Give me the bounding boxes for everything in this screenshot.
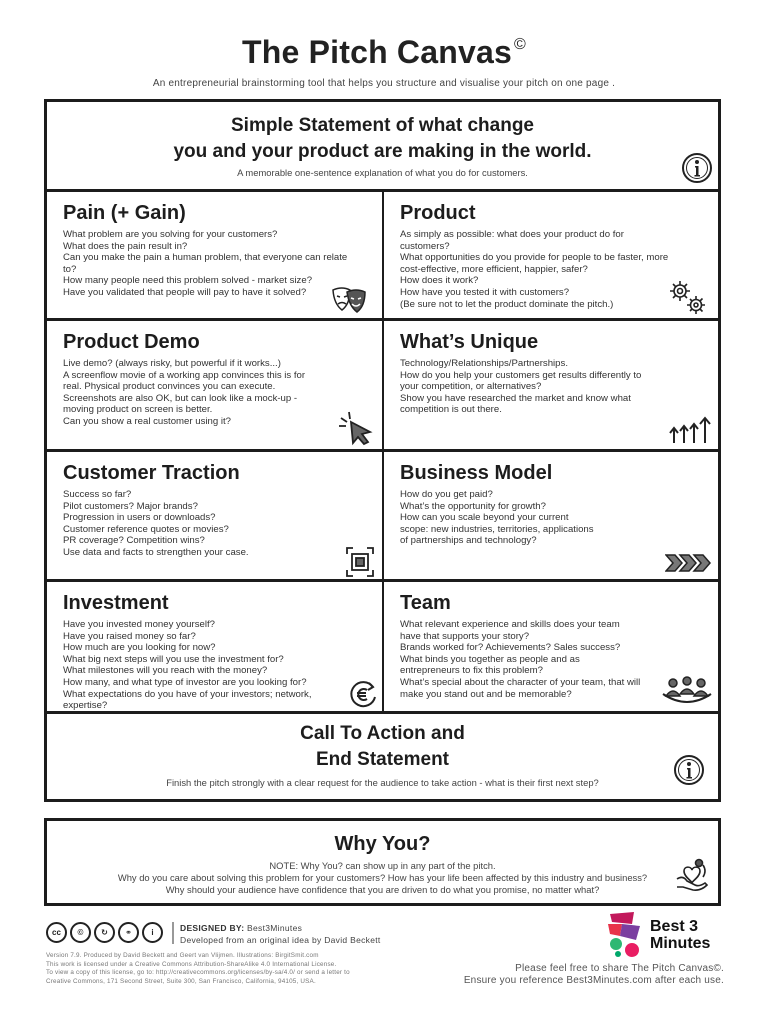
investment-line: Have you invested money yourself? bbox=[63, 619, 215, 630]
statement-title bbox=[47, 113, 718, 165]
why-you-section bbox=[44, 818, 721, 906]
cta-title-line2: End Statement bbox=[315, 749, 450, 770]
business-line: How can you scale beyond your current bbox=[400, 512, 569, 524]
euro-cycle-icon bbox=[347, 679, 379, 709]
share-alike-icon: ↻ bbox=[94, 922, 115, 943]
cta-note: Finish the pitch strongly with a clear request for the audience to take action - what is their first next step? bbox=[166, 777, 599, 788]
traction-line: Pilot customers? Major brands? bbox=[63, 500, 198, 512]
license-line: Creative Commons, 171 Second Street, Suite 300, San Francisco, California, 94105, USA. bbox=[46, 977, 316, 985]
pain-line: What does the pain result in? bbox=[63, 240, 188, 252]
pain-line: What problem are you solving for your customers? bbox=[63, 229, 278, 240]
statement-note: A memorable one-sentence explanation of what you do for customers. bbox=[237, 167, 528, 178]
pain-body bbox=[63, 229, 358, 299]
row-traction-business bbox=[47, 452, 718, 582]
page-title bbox=[0, 34, 768, 71]
investment-title: Investment bbox=[63, 592, 169, 614]
team-line: What’s special about the character of your team, that will make you stand out and be memorable? bbox=[400, 676, 641, 700]
traction-line: Progression in users or downloads? bbox=[63, 512, 216, 524]
investment-line: How much are you looking for now? bbox=[63, 642, 216, 654]
team-line: What relevant experience and skills does your team have that supports your story? bbox=[400, 619, 620, 642]
remix-icon: ⚭ bbox=[118, 922, 139, 943]
team-line: Brands worked for? Achievements? Sales success? bbox=[400, 642, 621, 654]
brand-line2: Minutes bbox=[650, 935, 711, 952]
statement-section bbox=[47, 102, 718, 192]
heart-hand-icon bbox=[675, 857, 709, 893]
pain-line: Have you validated that people will pay to have it solved? bbox=[63, 286, 307, 298]
pain-section bbox=[47, 192, 384, 318]
copyright-mark: © bbox=[513, 36, 526, 53]
traction-line: PR coverage? Competition wins? bbox=[63, 535, 205, 547]
investment-line: What milestones will you reach with the money? bbox=[63, 665, 268, 677]
brand-name bbox=[650, 918, 710, 952]
cta-title-line1: Call To Action and bbox=[300, 723, 465, 744]
business-section bbox=[384, 452, 718, 579]
demo-line: A screenflow movie of a working app convinces this is for real. Physical product convinces you can execute. bbox=[63, 369, 306, 393]
pain-line: How many people need this problem solved - market size? bbox=[63, 275, 313, 287]
best3minutes-logo-icon bbox=[606, 910, 644, 958]
traction-line: Success so far? bbox=[63, 489, 132, 500]
gears-icon bbox=[667, 278, 707, 316]
attribution-icon: i bbox=[142, 922, 163, 943]
investment-section bbox=[47, 582, 384, 711]
product-line: How does it work? bbox=[400, 275, 479, 287]
traction-line: Use data and facts to strengthen your case. bbox=[63, 546, 249, 558]
developed-from: Developed from an original idea by David Beckett bbox=[180, 935, 381, 945]
share-line1: Please feel free to share The Pitch Canvas©. bbox=[515, 963, 724, 974]
team-title: Team bbox=[400, 592, 451, 614]
business-line: scope: new industries, territories, applications bbox=[400, 523, 594, 535]
investment-line: How many, and what type of investor are you looking for? bbox=[63, 676, 307, 688]
demo-line: Can you show a real customer using it? bbox=[63, 415, 231, 427]
theatre-masks-icon bbox=[330, 284, 368, 316]
pain-line: Can you make the pain a human problem, that everyone can relate to? bbox=[63, 252, 348, 275]
team-line: What binds you together as people and as entrepreneurs to fix this problem? bbox=[400, 653, 580, 677]
product-line: As simply as possible: what does your product do for customers? bbox=[400, 229, 624, 252]
product-line: How have you tested it with customers? bbox=[400, 286, 570, 298]
share-line2: Ensure you reference Best3Minutes.com after each use. bbox=[463, 975, 724, 986]
investment-line: What expectations do you have of your investors; network, expertise? bbox=[63, 688, 312, 712]
demo-line: Screenshots are also OK, but can look like a mock-up - moving product on screen is better. bbox=[63, 392, 298, 416]
cc-icon: cc bbox=[46, 922, 67, 943]
demo-title: Product Demo bbox=[63, 331, 200, 353]
designed-by-name: Best3Minutes bbox=[247, 923, 303, 933]
demo-body bbox=[63, 358, 313, 428]
pain-title: Pain (+ Gain) bbox=[63, 202, 186, 224]
cta-title bbox=[47, 721, 718, 773]
investment-line: Have you raised money so far? bbox=[63, 630, 196, 642]
designed-by bbox=[180, 922, 381, 946]
investment-body bbox=[63, 619, 331, 712]
why-body bbox=[47, 860, 718, 896]
canvas-frame bbox=[44, 99, 721, 802]
license-line: Version 7.9. Produced by David Beckett and Geert van Vlijmen. Illustrations: BirgitSmit.com bbox=[46, 952, 319, 959]
business-body bbox=[400, 489, 695, 547]
demo-line: Live demo? (always risky, but powerful if it works...) bbox=[63, 358, 281, 369]
brand-line1: Best 3 bbox=[650, 918, 699, 935]
share-note bbox=[464, 963, 724, 987]
statement-title-line1: Simple Statement of what change bbox=[231, 115, 534, 136]
unique-section bbox=[384, 321, 718, 449]
business-title: Business Model bbox=[400, 462, 553, 484]
traction-body bbox=[63, 489, 358, 559]
why-line2: Why do you care about solving this problem for your customers? How has your life been affected by this industry and business? bbox=[117, 872, 648, 883]
statement-title-line2: you and your product are making in the world. bbox=[173, 141, 592, 162]
designed-by-label: DESIGNED BY: bbox=[180, 923, 245, 933]
row-investment-team bbox=[47, 582, 718, 714]
row-demo-unique bbox=[47, 321, 718, 452]
unique-line: How do you help your customers get results differently to your competition, or alternatives? bbox=[400, 369, 642, 393]
row-pain-product bbox=[47, 192, 718, 321]
chevrons-right-icon bbox=[665, 552, 713, 574]
title-text: The Pitch Canvas bbox=[242, 34, 512, 70]
team-body bbox=[400, 619, 642, 700]
traction-title: Customer Traction bbox=[63, 462, 240, 484]
product-body bbox=[400, 229, 672, 310]
why-line3: Why should your audience have confidence that you are driven to do what you promise, no matter what? bbox=[165, 884, 600, 895]
license-text bbox=[46, 952, 350, 986]
traction-line: Customer reference quotes or movies? bbox=[63, 523, 229, 535]
arrows-up-icon bbox=[669, 415, 713, 445]
product-section bbox=[384, 192, 718, 318]
info-icon bbox=[681, 152, 713, 184]
business-line: What’s the opportunity for growth? bbox=[400, 500, 546, 512]
business-line: of partnerships and technology? bbox=[400, 535, 537, 547]
cursor-click-icon bbox=[337, 410, 375, 446]
product-title: Product bbox=[400, 202, 476, 224]
why-line1: NOTE: Why You? can show up in any part of the pitch. bbox=[269, 860, 496, 871]
business-line: How do you get paid? bbox=[400, 489, 493, 500]
unique-title: What’s Unique bbox=[400, 331, 539, 353]
cta-section bbox=[47, 714, 718, 799]
copyright-icon: © bbox=[70, 922, 91, 943]
product-line: (Be sure not to let the product dominate the pitch.) bbox=[400, 298, 614, 310]
why-title: Why You? bbox=[334, 833, 431, 855]
page-subtitle: An entrepreneurial brainstorming tool that helps you structure and visualise your pitch on one page . bbox=[152, 78, 616, 89]
cc-license-icons bbox=[46, 922, 163, 943]
license-line: To view a copy of this license, go to: http://creativecommons.org/licenses/by-sa/4.0/ or send a letter to bbox=[46, 969, 350, 977]
team-people-icon bbox=[661, 674, 713, 706]
credit-divider bbox=[172, 922, 174, 944]
team-section bbox=[384, 582, 718, 711]
product-line: What opportunities do you provide for people to be faster, more cost-effective, more efficient, happier, safer? bbox=[400, 252, 669, 275]
demo-section bbox=[47, 321, 384, 449]
unique-line: Technology/Relationships/Partnerships. bbox=[400, 358, 568, 369]
investment-line: What big next steps will you use the investment for? bbox=[63, 653, 284, 665]
license-line: This work is licensed under a Creative Commons Attribution-ShareAlike 4.0 International License. bbox=[46, 960, 337, 968]
unique-line: Show you have researched the market and know what competition is out there. bbox=[400, 392, 631, 416]
info-icon bbox=[673, 754, 705, 786]
unique-body bbox=[400, 358, 662, 416]
target-frame-icon bbox=[345, 546, 375, 578]
traction-section bbox=[47, 452, 384, 579]
